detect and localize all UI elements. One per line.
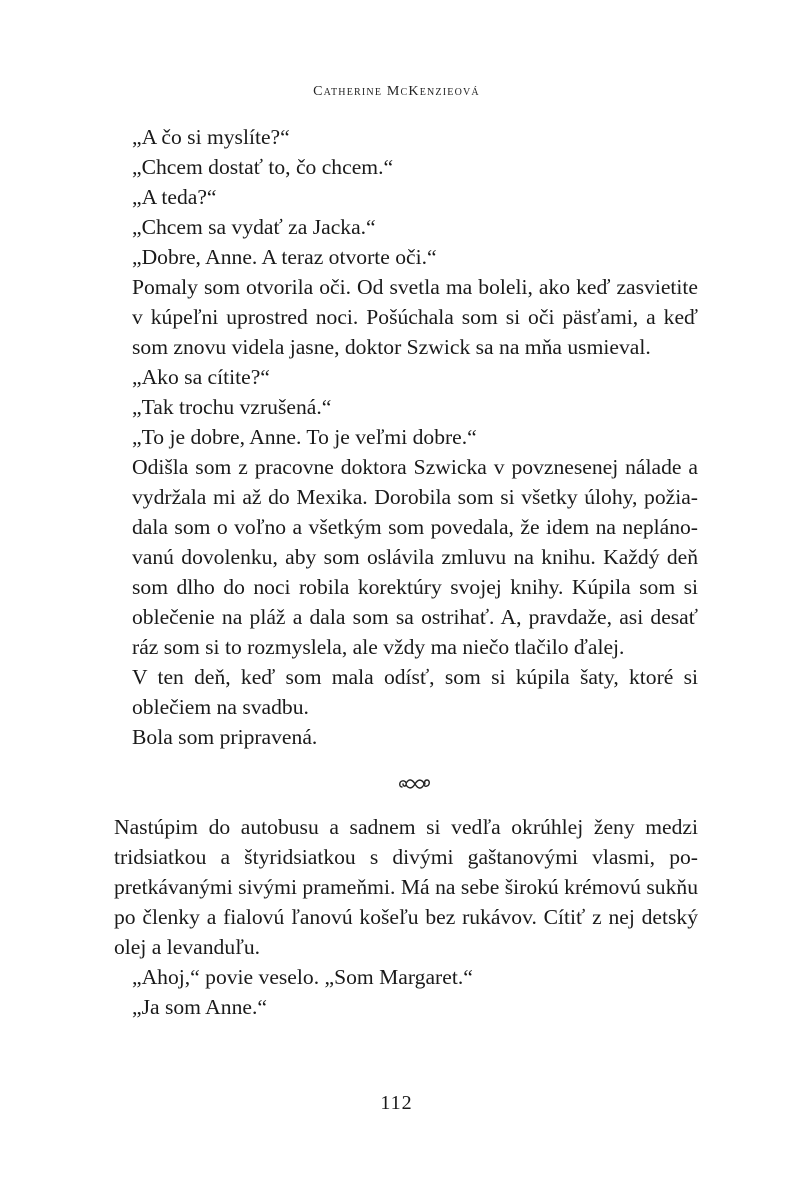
dialogue-line: „A čo si myslíte?“ [132,125,290,149]
dialogue-line: „To je dobre, Anne. To je veľmi dobre.“ [132,425,477,449]
paragraph: Odišla som z pracovne doktora Szwicka v povznesenej nálade a vydržala mi až do Mexika. Dorobila som si všetky úlohy, požiadala som o voľno a všetkým som povedala, že idem na neplánovanú dovolenku, aby som oslávila zmluvu na knihu. Každý deň som dlho do noci robila korektúry svojej knihy. Kúpila som si oblečenie na pláž a dala som sa ostrihať. A, pravdaže, asi desať ráz som si to rozmyslela, ale vždy ma niečo tlačilo ďalej. [132,455,698,659]
dialogue-line: „Ahoj,“ povie veselo. „Som Margaret.“ [132,965,473,989]
dialogue-line: „Dobre, Anne. A teraz otvorte oči.“ [132,245,437,269]
dialogue-line: „Chcem dostať to, čo chcem.“ [132,155,394,179]
section-two [114,812,698,962]
paragraph: Bola som pripravená. [132,725,318,749]
dialogue-line: „Ja som Anne.“ [132,995,267,1019]
section-break [132,752,698,812]
running-head: Catherine McKenzieová [313,84,480,99]
body-text [114,122,698,1022]
paragraph: V ten deň, keď som mala odísť, som si kúpila šaty, ktoré si oblečiem na svadbu. [132,665,698,719]
dialogue-line: „Ako sa cítite?“ [132,365,270,389]
dialogue-line: „A teda?“ [132,185,217,209]
fleuron-ornament-icon [398,770,432,794]
paragraph: Nastúpim do autobusu a sadnem si vedľa okrúhlej ženy medzi tridsiatkou a štyridsiatkou s divými gaštanovými vlasmi, popretkávanými sivými prameňmi. Má na sebe širokú krémovú sukňu po členky a fialovú ľanovú košeľu bez rukávov. Cítiť z nej detský olej a levanduľu. [114,815,698,959]
paragraph: Pomaly som otvorila oči. Od svetla ma boleli, ako keď zasvietite v kúpeľni uprostred noci. Pošúchala som si oči päsťami, a keď som znovu videla jasne, doktor Szwick sa na mňa usmieval. [132,275,698,359]
dialogue-line: „Tak trochu vzrušená.“ [132,395,332,419]
page-number: 112 [380,1092,413,1114]
dialogue-line: „Chcem sa vydať za Jacka.“ [132,215,376,239]
